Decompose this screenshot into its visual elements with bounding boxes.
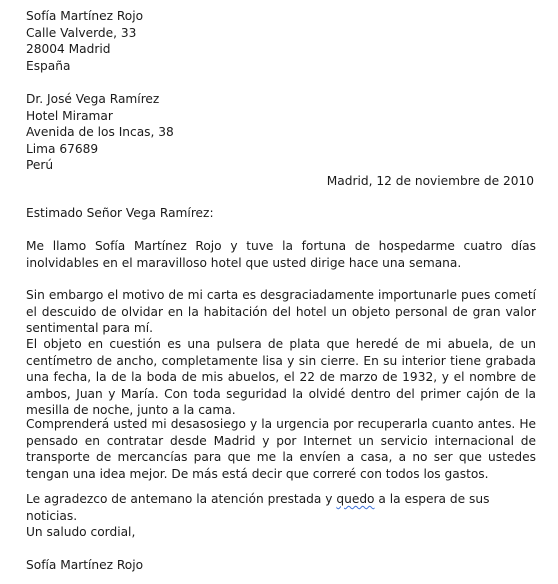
spellcheck-flagged-word: quedo bbox=[336, 492, 375, 506]
salutation: Estimado Señor Vega Ramírez: bbox=[26, 206, 214, 220]
thanks-text-start: Le agradezco de antemano la atención prestada y bbox=[26, 492, 337, 506]
signature: Sofía Martínez Rojo bbox=[26, 558, 144, 572]
sender-name: Sofía Martínez Rojo bbox=[26, 9, 144, 23]
recipient-company: Hotel Miramar bbox=[26, 108, 113, 123]
letter-date: Madrid, 12 de noviembre de 2010 bbox=[326, 174, 534, 188]
paragraph-intro: Me llamo Sofía Martínez Rojo y tuve la fortuna de hospedarme cuatro días inolvidables en el maravilloso hotel que usted dirige hace una semana. bbox=[26, 239, 536, 270]
paragraph-reason: Sin embargo el motivo de mi carta es desgraciadamente importunarle pues cometí el descuido de olvidar en la habitación del hotel un objeto personal de gran valor sentimental para mí. bbox=[26, 288, 536, 335]
recipient-city: Lima 67689 bbox=[26, 141, 99, 156]
recipient-address bbox=[26, 91, 536, 174]
thanks-text-end: a la espera de sus noticias. bbox=[26, 492, 490, 523]
sender-city: 28004 Madrid bbox=[26, 42, 111, 56]
paragraph-thanks bbox=[26, 491, 536, 524]
sender-street: Calle Valverde, 33 bbox=[26, 25, 137, 40]
recipient-country: Perú bbox=[26, 158, 54, 172]
sender-address bbox=[26, 8, 536, 74]
sender-country: España bbox=[26, 58, 71, 73]
recipient-street: Avenida de los Incas, 38 bbox=[26, 125, 174, 139]
paragraph-description: El objeto en cuestión es una pulsera de plata que heredé de mi abuela, de un centímetro de ancho, completamente lisa y sin cierre. En su interior tiene grabada una fecha, la de la boda de mis abuelos, el 22 de marzo de 1932, y el nombre de ambos, Juan y María. Con toda seguridad la olvidé dentro del primer cajón de la mesilla de noche, junto a la cama. bbox=[26, 337, 536, 417]
recipient-name: Dr. José Vega Ramírez bbox=[26, 92, 160, 106]
paragraph-request: Comprenderá usted mi desasosiego y la urgencia por recuperarla cuanto antes. He pensado en contratar desde Madrid y por Internet un servicio internacional de transporte de mercancías para que me la envíen a casa, a no ser que ustedes tengan una idea mejor. De más está decir que correré con todos los gastos. bbox=[26, 417, 536, 481]
closing: Un saludo cordial, bbox=[26, 525, 136, 539]
